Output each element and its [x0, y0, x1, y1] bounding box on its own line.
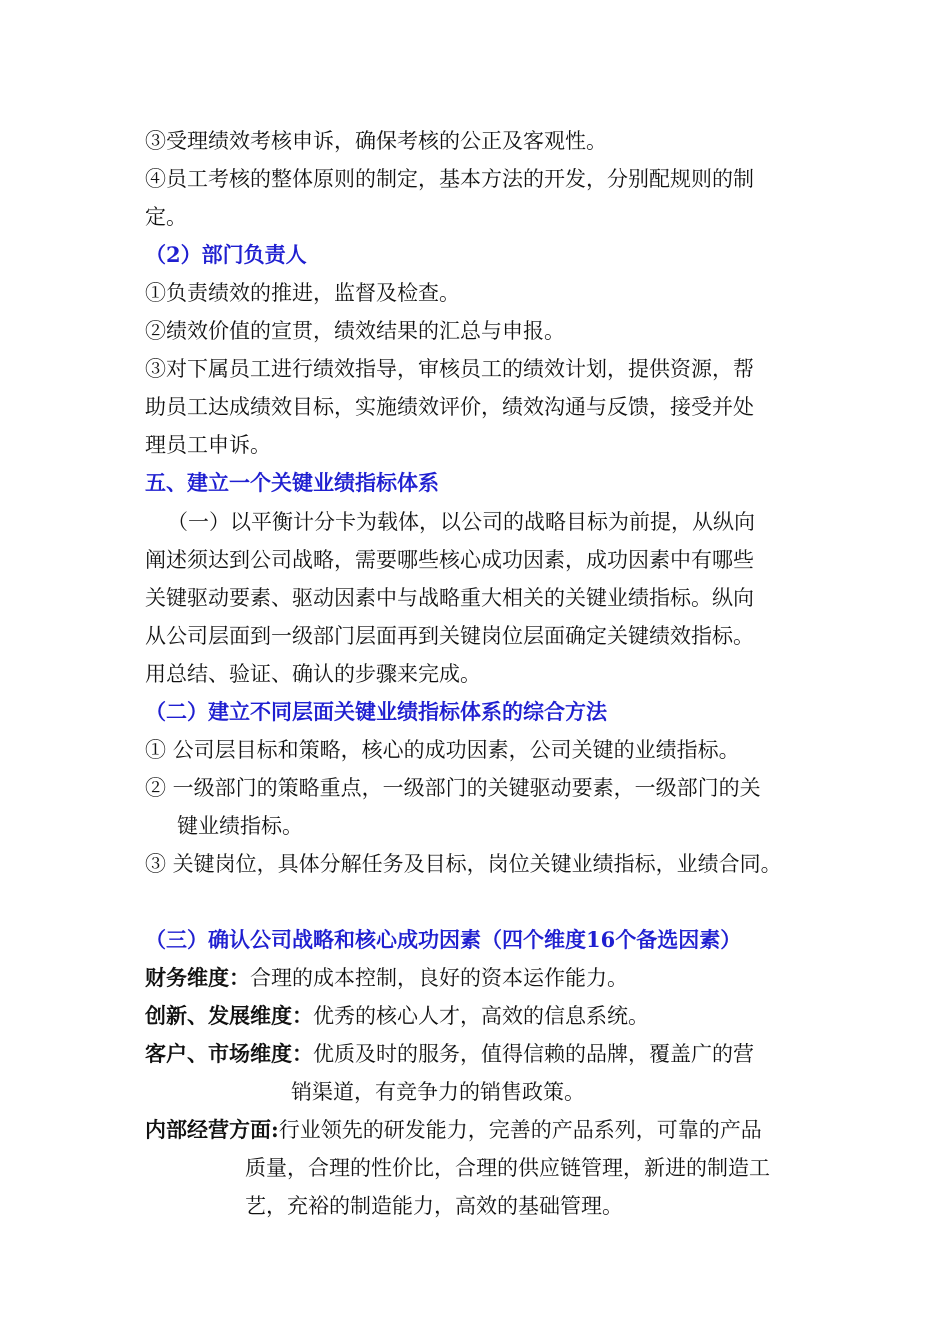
- dimension-text: 合理的成本控制，良好的资本运作能力。: [250, 966, 628, 990]
- method-item-1: ① 公司层目标和策略，核心的成功因素，公司关键的业绩指标。: [145, 738, 740, 762]
- para-1-line2: 阐述须达到公司战略，需要哪些核心成功因素，成功因素中有哪些: [145, 548, 754, 572]
- item-4-principles: ④员工考核的整体原则的制定，基本方法的开发，分别配规则的制: [145, 167, 754, 191]
- item-3-appeals: ③受理绩效考核申诉，确保考核的公正及客观性。: [145, 129, 607, 153]
- item-3-guidance: ③对下属员工进行绩效指导，审核员工的绩效计划，提供资源，帮: [145, 357, 754, 381]
- dimension-text: 行业领先的研发能力，完善的产品系列，可靠的产品: [278, 1118, 762, 1142]
- dimension-innovation: [145, 1001, 649, 1031]
- dimension-customer: [145, 1039, 754, 1069]
- dimension-text: 优秀的核心人才，高效的信息系统。: [313, 1004, 649, 1028]
- item-3-guidance-cont2: 理员工申诉。: [145, 433, 271, 457]
- heading-dept-head: （2）部门负责人: [145, 242, 307, 267]
- method-item-2-cont: 键业绩指标。: [177, 814, 303, 838]
- dimension-finance: [145, 963, 628, 993]
- dimension-internal-cont1: 质量，合理的性价比，合理的供应链管理，新进的制造工: [245, 1156, 770, 1180]
- subheading-3: （三）确认公司战略和核心成功因素（四个维度16个备选因素）: [145, 927, 742, 952]
- para-1-line3: 关键驱动要素、驱动因素中与战略重大相关的关键业绩指标。纵向: [145, 586, 754, 610]
- subheading-2: （二）建立不同层面关键业绩指标体系的综合方法: [145, 699, 607, 724]
- dimension-text: 优质及时的服务，值得信赖的品牌，覆盖广的营: [313, 1042, 754, 1066]
- dimension-label: 财务维度：: [145, 965, 250, 990]
- para-1-line4: 从公司层面到一级部门层面再到关键岗位层面确定关键绩效指标。: [145, 624, 754, 648]
- item-1-promote: ①负责绩效的推进，监督及检查。: [145, 281, 460, 305]
- dimension-label: 内部经营方面:: [145, 1117, 279, 1142]
- para-1-line1: （一）以平衡计分卡为载体，以公司的战略目标为前提，从纵向: [167, 510, 755, 534]
- item-2-values: ②绩效价值的宣贯，绩效结果的汇总与申报。: [145, 319, 565, 343]
- method-item-3: ③ 关键岗位，具体分解任务及目标，岗位关键业绩指标，业绩合同。: [145, 852, 782, 876]
- item-3-guidance-cont1: 助员工达成绩效目标，实施绩效评价，绩效沟通与反馈，接受并处: [145, 395, 754, 419]
- dimension-label: 客户、市场维度：: [145, 1041, 313, 1066]
- para-1-line5: 用总结、验证、确认的步骤来完成。: [145, 662, 481, 686]
- dimension-internal-cont2: 艺，充裕的制造能力，高效的基础管理。: [245, 1194, 623, 1218]
- method-item-2: ② 一级部门的策略重点，一级部门的关键驱动要素，一级部门的关: [145, 776, 761, 800]
- item-4-principles-cont: 定。: [145, 205, 187, 229]
- dimension-customer-cont: 销渠道，有竞争力的销售政策。: [291, 1080, 585, 1104]
- section-heading-5: 五、建立一个关键业绩指标体系: [145, 470, 439, 495]
- dimension-label: 创新、发展维度：: [145, 1003, 313, 1028]
- dimension-internal: [145, 1115, 762, 1145]
